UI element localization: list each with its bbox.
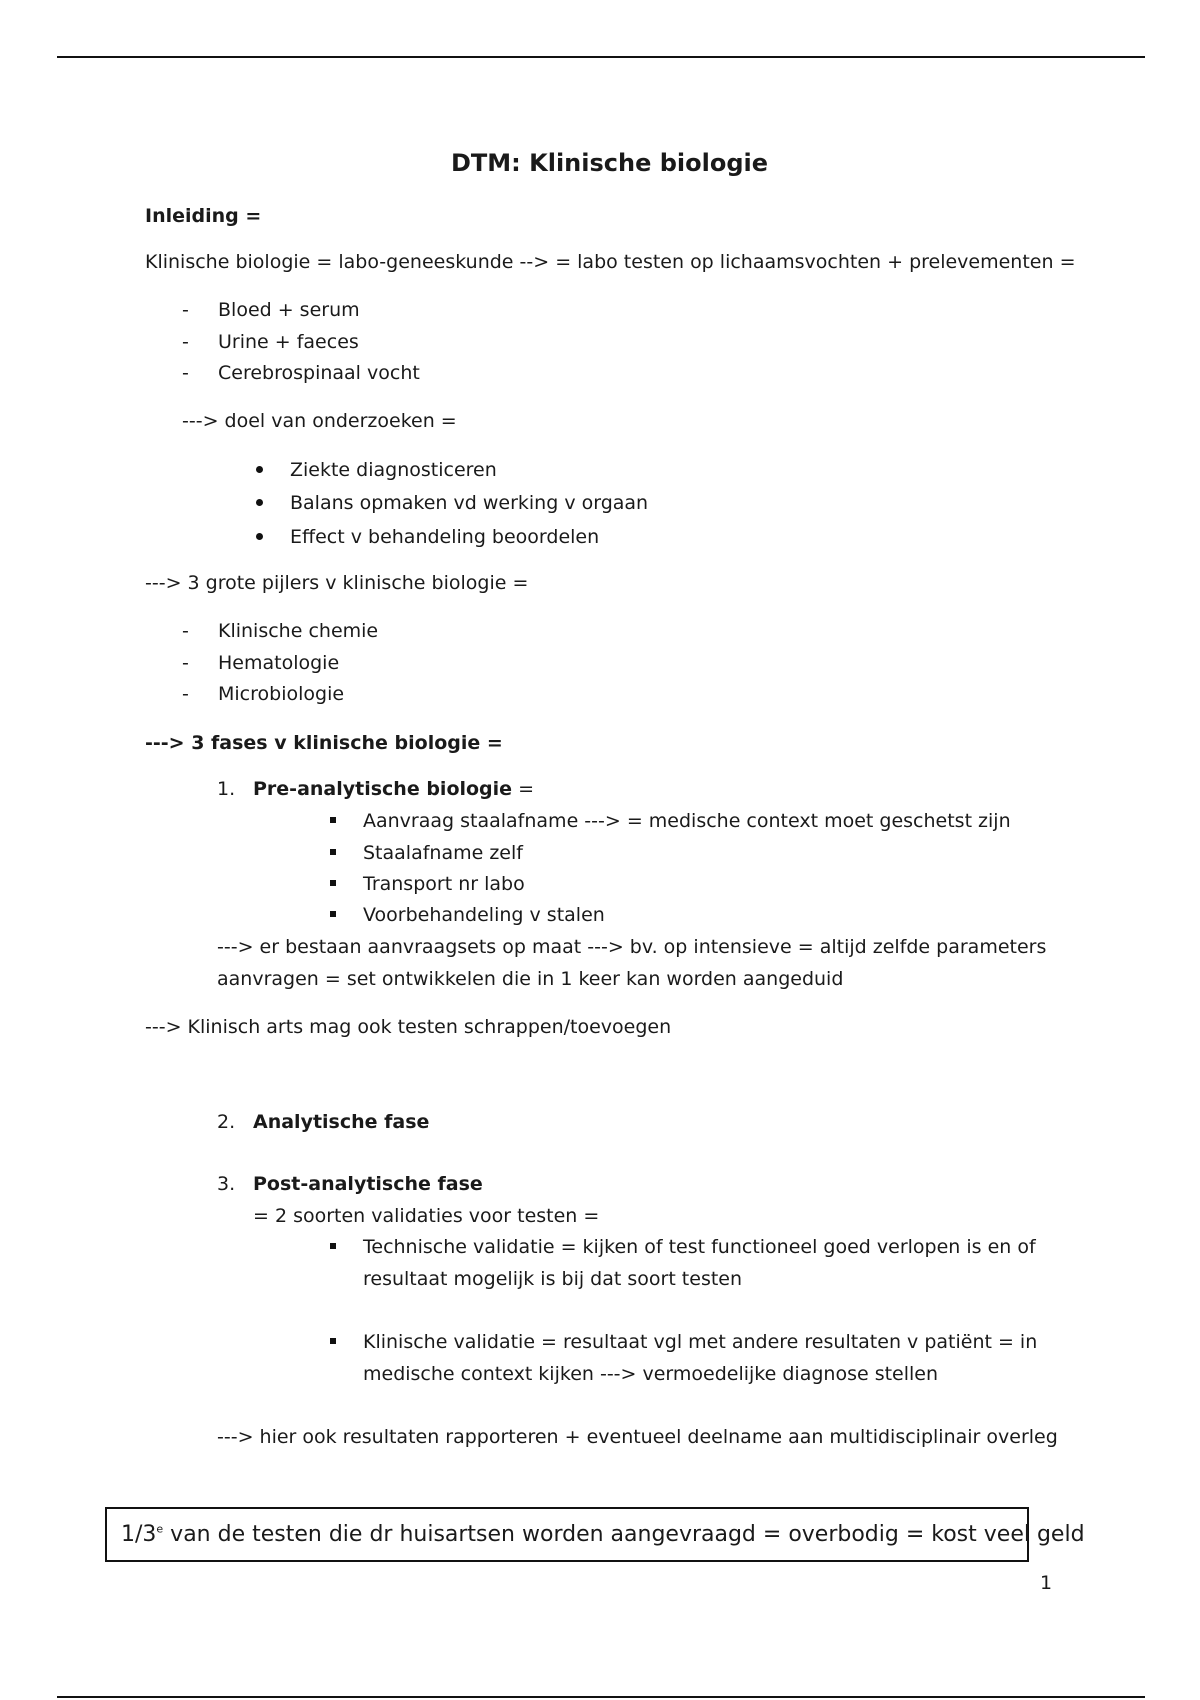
phase-label: Pre-analytische biologie [253, 778, 513, 800]
intro-heading: Inleiding = [145, 205, 262, 227]
phase-title [253, 777, 534, 801]
clinical-validation-line2: medische context kijken ---> vermoedelijke diagnose stellen [363, 1363, 939, 1385]
list-item: Effect v behandeling beoordelen [290, 526, 600, 548]
bullet-dot [256, 466, 263, 473]
page-title: DTM: Klinische biologie [451, 149, 769, 177]
list-item: Ziekte diagnosticeren [290, 459, 497, 481]
report-note: ---> hier ook resultaten rapporteren + eventueel deelname aan multidisciplinair overleg [217, 1426, 1058, 1448]
list-item: Voorbehandeling v stalen [363, 904, 605, 926]
bullet-dot [256, 533, 263, 540]
list-dash: - [182, 620, 189, 642]
callout-text [121, 1521, 1085, 1549]
list-item: Klinische chemie [218, 620, 379, 642]
bullet-square [330, 1243, 336, 1249]
clinician-note: ---> Klinisch arts mag ook testen schrappen/toevoegen [145, 1016, 672, 1038]
list-item: Urine + faeces [218, 331, 359, 353]
phase-number: 1. [217, 778, 236, 800]
list-item: Hematologie [218, 652, 340, 674]
callout-superscript: e [156, 1522, 164, 1536]
phase3-lead: = 2 soorten validaties voor testen = [253, 1205, 600, 1227]
list-dash: - [182, 652, 189, 674]
list-item: Cerebrospinaal vocht [218, 362, 420, 384]
bullet-square [330, 1338, 336, 1344]
footer-rule [57, 1696, 1145, 1698]
phase1-note-line1: ---> er bestaan aanvraagsets op maat ---> bv. op intensieve = altijd zelfde parameters [217, 936, 1047, 958]
list-dash: - [182, 299, 189, 321]
technical-validation-line2: resultaat mogelijk is bij dat soort testen [363, 1268, 743, 1290]
list-item: Microbiologie [218, 683, 345, 705]
list-item: Balans opmaken vd werking v orgaan [290, 492, 649, 514]
clinical-validation-line1: Klinische validatie = resultaat vgl met andere resultaten v patiënt = in [363, 1331, 1038, 1353]
intro-definition: Klinische biologie = labo-geneeskunde --> = labo testen op lichaamsvochten + prelevementen = [145, 251, 1076, 273]
callout-body: van de testen die dr huisartsen worden aangevraagd = overbodig = kost veel geld [163, 1522, 1085, 1547]
phase-number: 3. [217, 1173, 236, 1195]
pillars-lead: ---> 3 grote pijlers v klinische biologie = [145, 572, 529, 594]
phase-number: 2. [217, 1111, 236, 1133]
bullet-square [330, 817, 336, 823]
callout-fraction: 1/3 [121, 1522, 157, 1547]
phase-suffix: = [512, 778, 535, 800]
phase-label: Post-analytische fase [253, 1173, 483, 1195]
list-dash: - [182, 362, 189, 384]
phases-heading: ---> 3 fases v klinische biologie = [145, 732, 503, 754]
technical-validation-line1: Technische validatie = kijken of test functioneel goed verlopen is en of [363, 1236, 1036, 1258]
bullet-square [330, 849, 336, 855]
goal-lead: ---> doel van onderzoeken = [182, 410, 457, 432]
bullet-square [330, 880, 336, 886]
list-dash: - [182, 683, 189, 705]
list-item: Staalafname zelf [363, 842, 523, 864]
list-item: Transport nr labo [363, 873, 525, 895]
phase1-note-line2: aanvragen = set ontwikkelen die in 1 keer kan worden aangeduid [217, 968, 844, 990]
list-item: Aanvraag staalafname ---> = medische context moet geschetst zijn [363, 810, 1011, 832]
page-number: 1 [1040, 1572, 1053, 1594]
list-item: Bloed + serum [218, 299, 360, 321]
bullet-dot [256, 499, 263, 506]
header-rule [57, 56, 1145, 58]
phase-label: Analytische fase [253, 1111, 430, 1133]
list-dash: - [182, 331, 189, 353]
bullet-square [330, 911, 336, 917]
callout-box [105, 1507, 1085, 1562]
